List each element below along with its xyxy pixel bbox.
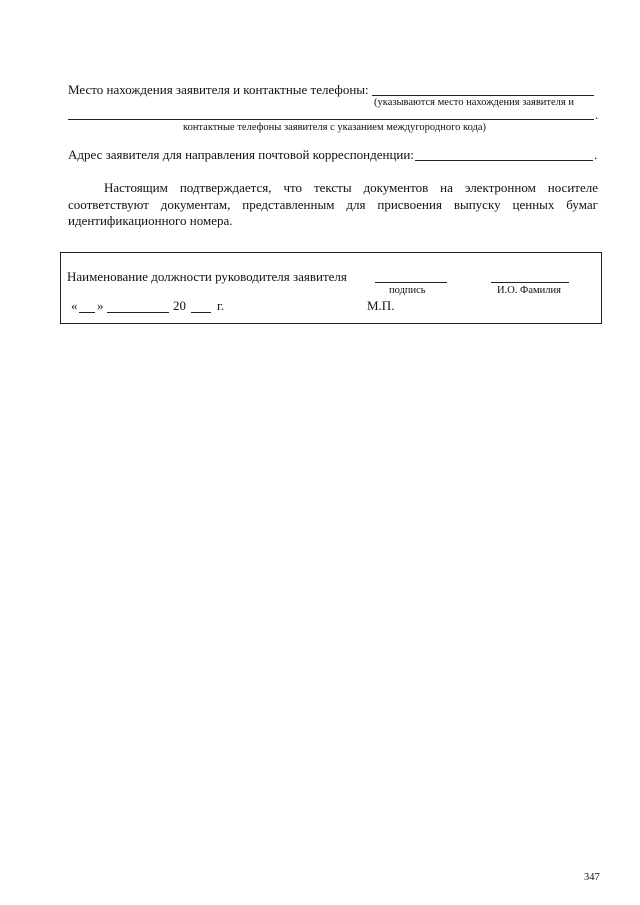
date-month-line — [107, 312, 169, 313]
position-label: Наименование должности руководителя заявителя — [67, 269, 347, 284]
confirmation-paragraph: Настоящим подтверждается, что тексты документов на электронном носителе соответствуют документам, представленным для присвоения выпуску ценных бумаг идентификационного номера. — [68, 180, 598, 228]
date-year-prefix: 20 — [173, 298, 186, 313]
date-day-line — [79, 312, 95, 313]
location-input-line-2 — [68, 119, 594, 120]
name-line — [491, 282, 569, 283]
stamp-label: М.П. — [367, 298, 395, 313]
name-caption: И.О. Фамилия — [497, 285, 561, 296]
location-hint-1: (указываются место нахождения заявителя и — [374, 97, 574, 108]
signature-block — [60, 252, 602, 324]
location-hint-2: контактные телефоны заявителя с указанием междугородного кода) — [183, 122, 487, 133]
address-input-line — [415, 160, 593, 161]
signature-caption: подпись — [389, 285, 426, 296]
location-label: Место нахождения заявителя и контактные телефоны: — [68, 82, 369, 97]
date-year-line — [191, 312, 211, 313]
address-label: Адрес заявителя для направления почтовой корреспонденции: — [68, 147, 414, 162]
page-number: 347 — [584, 872, 600, 883]
date-quote-close: » — [97, 298, 104, 313]
date-quote-open: « — [71, 298, 78, 313]
signature-line — [375, 282, 447, 283]
address-line-end: . — [594, 147, 598, 162]
location-input-line — [372, 95, 594, 96]
location-line-end: . — [595, 107, 599, 122]
date-year-suffix: г. — [217, 298, 225, 313]
